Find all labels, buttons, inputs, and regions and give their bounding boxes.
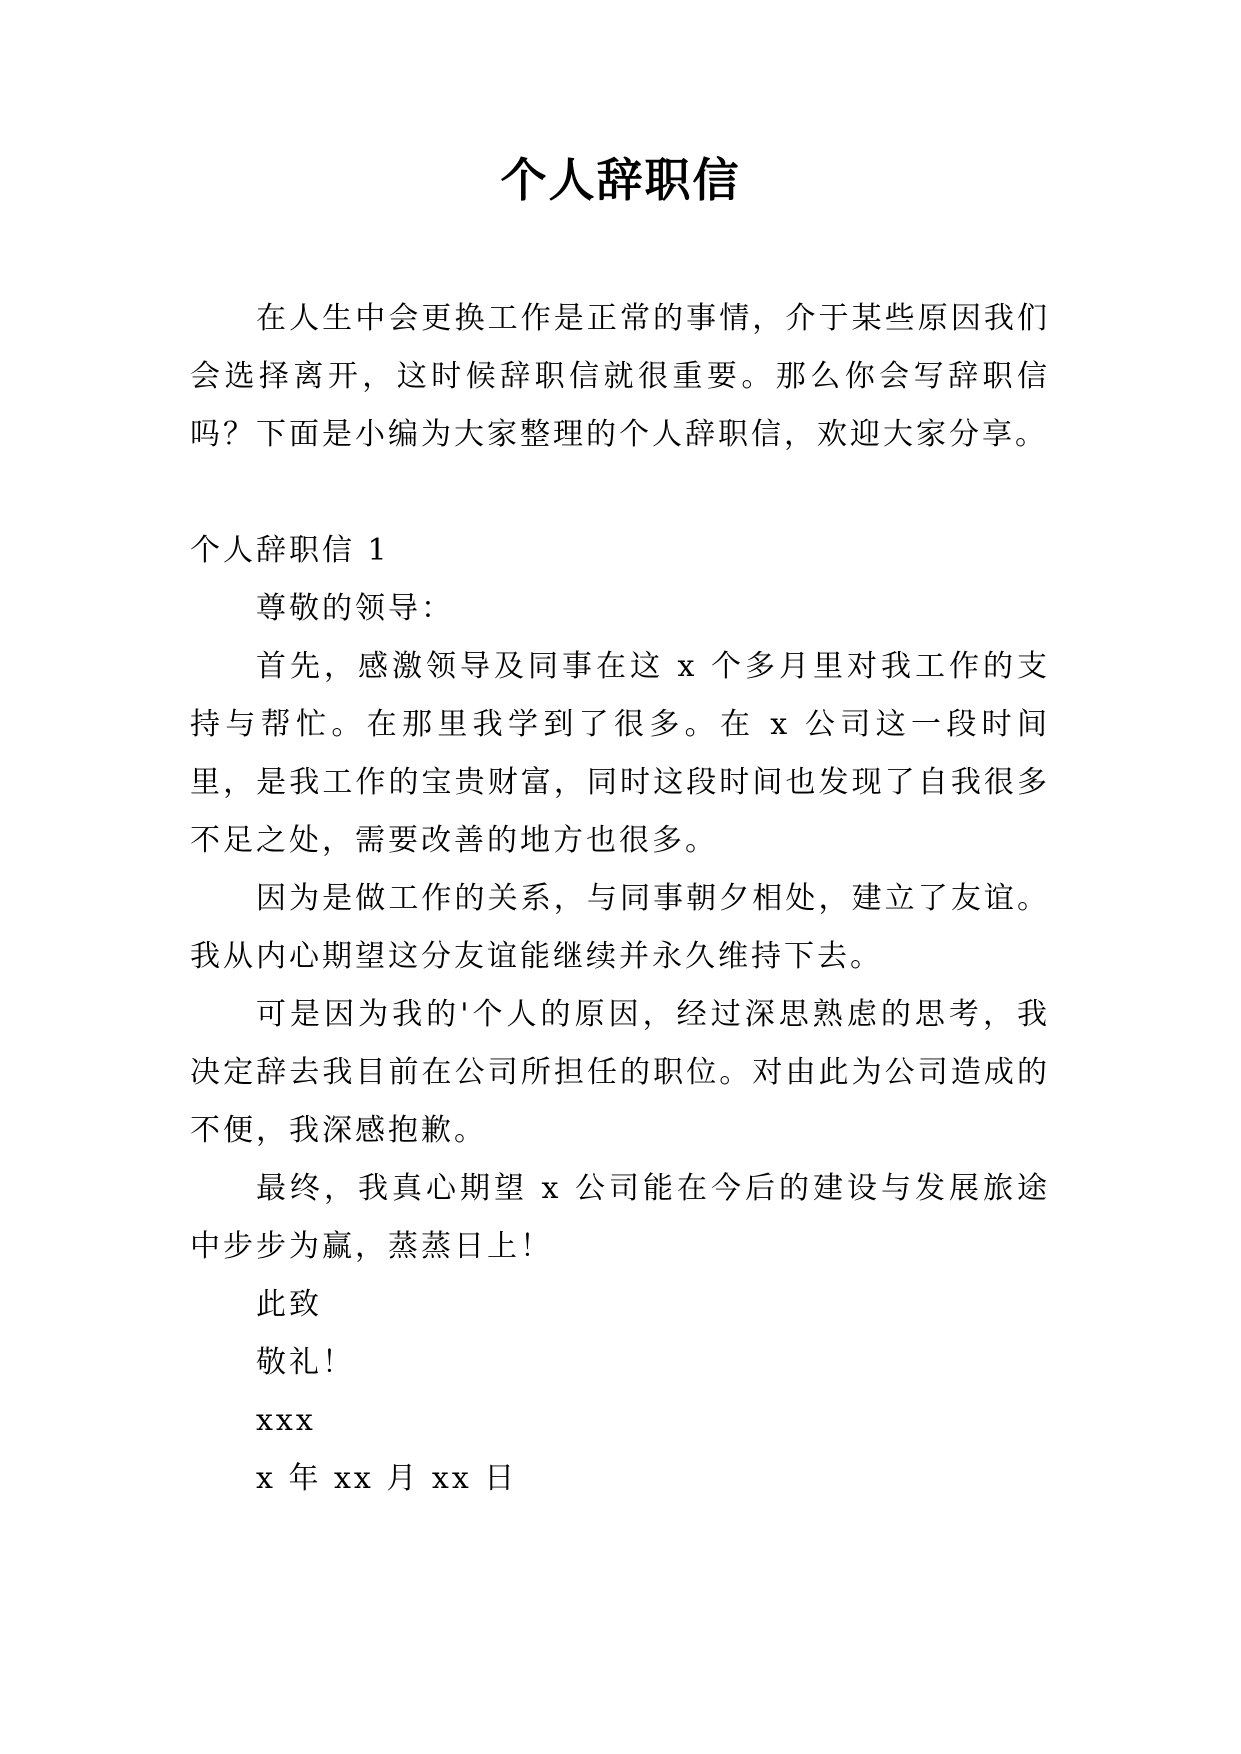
closing-line-2: 敬礼！ [256,1345,355,1380]
section-heading: 个人辞职信 1 [190,533,390,568]
letter-date: x 年 xx 月 xx 日 [256,1461,518,1496]
salutation: 尊敬的领导： [256,591,454,626]
document-title: 个人辞职信 [500,153,741,207]
letter-paragraph-2: 因为是做工作的关系，与同事朝夕相处，建立了友谊。我从内心期望这分友谊能继续并永久维持下去。 [190,881,1050,974]
closing-line-1: 此致 [256,1287,322,1322]
letter-paragraph-1: 首先，感激领导及同事在这 x 个多月里对我工作的支持与帮忙。在那里我学到了很多。在 x 公司这一段时间里，是我工作的宝贵财富，同时这段时间也发现了自我很多不足之处，需要改善的地方也很多。 [190,649,1050,858]
letter-paragraph-3: 可是因为我的'个人的原因，经过深思熟虑的思考，我决定辞去我目前在公司所担任的职位。对由此为公司造成的不便，我深感抱歉。 [190,997,1050,1148]
intro-paragraph: 在人生中会更换工作是正常的事情，介于某些原因我们会选择离开，这时候辞职信就很重要。那么你会写辞职信吗？下面是小编为大家整理的个人辞职信，欢迎大家分享。 [190,301,1050,452]
letter-paragraph-4: 最终，我真心期望 x 公司能在今后的建设与发展旅途中步步为赢，蒸蒸日上！ [190,1171,1050,1264]
document-body [190,290,1050,1508]
signature: xxx [256,1403,316,1438]
